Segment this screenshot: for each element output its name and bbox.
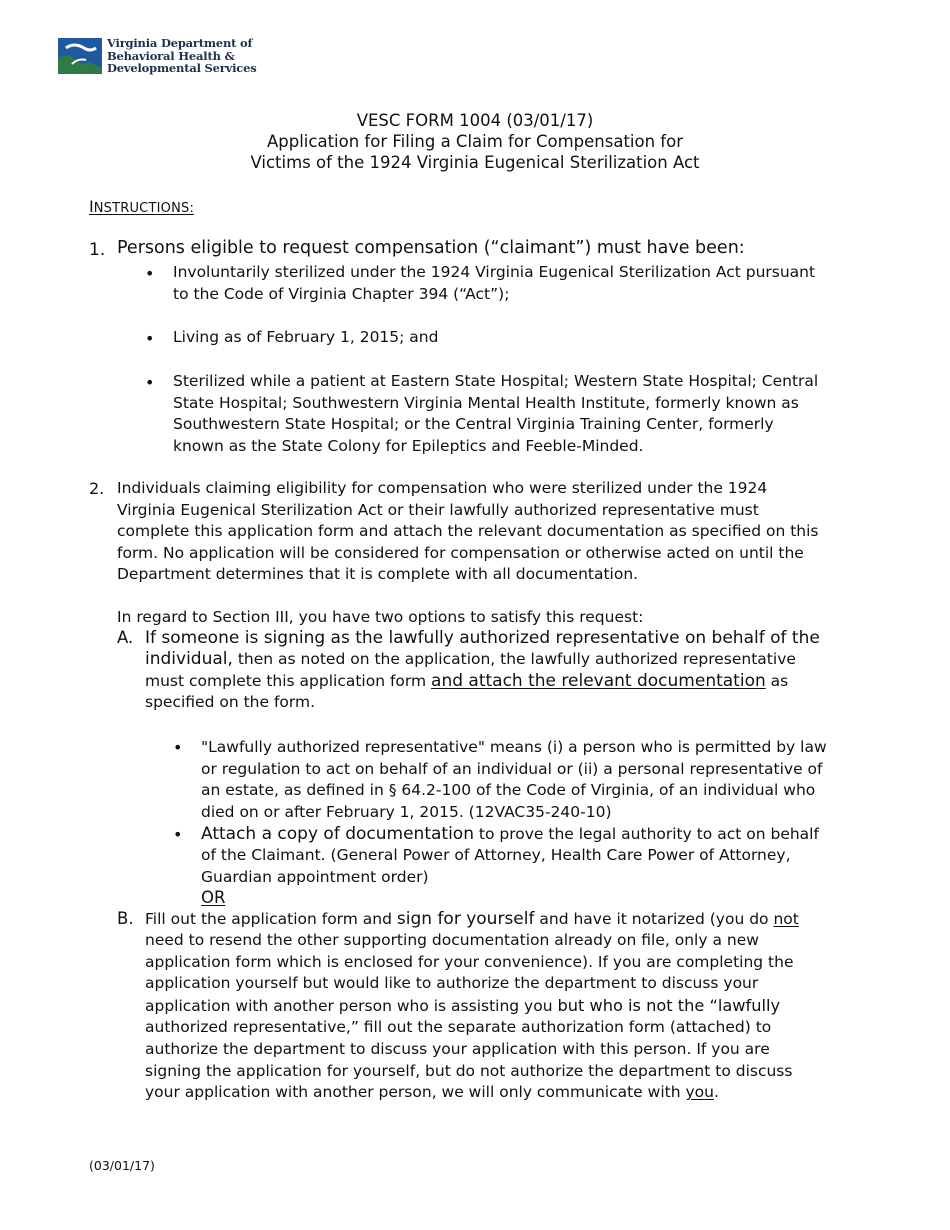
item-1-bullet-1	[173, 262, 815, 305]
you-underlined: you	[685, 1083, 714, 1102]
option-b-fill-out: Fill out the application form and	[145, 910, 397, 928]
option-b-line5-a: application with another person who is assisting you	[145, 996, 558, 1015]
option-b-notarized: and have it notarized (you do	[534, 910, 774, 928]
title-line-1: Application for Filing a Claim for Compensation for	[266, 132, 683, 151]
bullet-line: an estate, as defined in § 64.2-100 of the Code of Virginia, of an individual who	[201, 781, 816, 800]
virginia-map-icon	[58, 38, 102, 74]
or-label: OR	[201, 888, 226, 907]
bullet-line: or regulation to act on behalf of an individual or (ii) a personal representative of	[201, 759, 823, 778]
attach-documentation-underlined: and attach the relevant documentation	[431, 670, 766, 691]
option-b-line	[145, 1082, 799, 1104]
footer-date: (03/01/17)	[89, 1158, 155, 1173]
bullet-icon: •	[145, 264, 155, 283]
section-intro: In regard to Section III, you have two options to satisfy this request:	[117, 608, 644, 626]
logo-line-3: Developmental Services	[107, 61, 257, 76]
bullet-icon: •	[173, 825, 183, 844]
item-1-bullet-3	[173, 371, 818, 457]
option-b-text	[145, 908, 799, 1104]
item-1-lead: Persons eligible to request compensation (“claimant”) must have been:	[117, 238, 745, 258]
item-2-body	[117, 478, 819, 586]
logo-line-2: Behavioral Health &	[107, 48, 235, 63]
instructions-initial: I	[89, 197, 94, 216]
body-line: Virginia Eugenical Sterilization Act or their lawfully authorized representative must	[117, 500, 759, 519]
option-a-line3-start: must complete this application form	[145, 671, 432, 690]
document-title	[0, 110, 950, 173]
bullet-line: Sterilized while a patient at Eastern State Hospital; Western State Hospital; Central	[173, 372, 819, 390]
bullet-line: known as the State Colony for Epileptics and Feeble-Minded.	[173, 436, 644, 455]
option-a-line: If someone is signing as the lawfully authorized representative on behalf of the	[145, 628, 820, 648]
option-b-line	[145, 908, 799, 930]
option-a-line: specified on the form.	[145, 693, 316, 712]
bullet-line: of the Claimant. (General Power of Attorney, Health Care Power of Attorney,	[201, 846, 791, 864]
bullet-icon: •	[145, 329, 155, 348]
dbhds-logo	[58, 36, 288, 78]
option-a-letter: A.	[117, 628, 134, 647]
option-b-line: signing the application for yourself, but do not authorize the department to discuss	[145, 1061, 793, 1080]
bullet-line: Southwestern State Hospital; or the Central Virginia Training Center, formerly	[173, 415, 774, 434]
instructions-rest: NSTRUCTIONS:	[93, 201, 195, 216]
not-lawfully-authorized: but who is not the “lawfully	[557, 995, 781, 1015]
attach-copy-text: Attach a copy of documentation	[201, 824, 474, 844]
bullet-line: Living as of February 1, 2015; and	[173, 328, 439, 346]
option-a-line	[145, 649, 820, 671]
option-b-line: application form which is enclosed for your convenience). If you are completing the	[145, 952, 794, 971]
sign-for-yourself: sign for yourself	[396, 909, 535, 929]
item-2-number: 2.	[89, 479, 105, 498]
option-b-line: authorized representative,” fill out the separate authorization form (attached) to	[145, 1018, 772, 1037]
instructions-heading	[89, 197, 194, 216]
option-b-line	[145, 995, 799, 1018]
bullet-line: died on or after February 1, 2015. (12VAC35-240-10)	[201, 802, 612, 821]
option-a-text	[145, 627, 820, 714]
bullet-line: to the Code of Virginia Chapter 394 (“Act”);	[173, 284, 510, 303]
option-a-individual: individual,	[145, 649, 233, 669]
body-line: form. No application will be considered for compensation or otherwise acted on until the	[117, 543, 804, 562]
logo-line-1: Virginia Department of	[107, 36, 253, 50]
bullet-icon: •	[145, 373, 155, 392]
body-line: complete this application form and attach the relevant documentation as specified on this	[117, 522, 819, 541]
bullet-line	[201, 823, 819, 845]
form-id: VESC FORM 1004 (03/01/17)	[356, 111, 594, 130]
option-a-line	[145, 671, 820, 693]
not-underlined: not	[773, 910, 799, 928]
option-b-last-a: your application with another person, we will only communicate with	[145, 1083, 686, 1102]
option-b-last-end: .	[713, 1083, 719, 1102]
option-a-bullet-1	[201, 737, 827, 823]
title-line-2: Victims of the 1924 Virginia Eugenical Sterilization Act	[250, 153, 700, 172]
option-b-line: application yourself but would like to authorize the department to discuss your	[145, 974, 759, 993]
option-a-line2-rest: then as noted on the application, the lawfully authorized representative	[232, 650, 796, 668]
option-b-line: authorize the department to discuss your application with this person. If you are	[145, 1039, 770, 1058]
option-a-bullet-2	[201, 823, 819, 888]
item-1-bullet-2	[173, 327, 438, 349]
bullet-line: State Hospital; Southwestern Virginia Mental Health Institute, formerly known as	[173, 393, 799, 412]
option-a-line3-end: as	[765, 671, 789, 690]
bullet-icon: •	[173, 738, 183, 757]
body-line: Department determines that it is complete with all documentation.	[117, 565, 639, 584]
option-b-letter: B.	[117, 909, 134, 928]
bullet-line: Guardian appointment order)	[201, 867, 429, 886]
bullet-line: Involuntarily sterilized under the 1924 Virginia Eugenical Sterilization Act pursuant	[173, 263, 816, 281]
attach-copy-rest: to prove the legal authority to act on behalf	[473, 825, 819, 843]
item-1-number: 1.	[89, 240, 106, 260]
bullet-line: "Lawfully authorized representative" means (i) a person who is permitted by law	[201, 738, 827, 756]
option-b-line: need to resend the other supporting documentation already on file, only a new	[145, 931, 759, 949]
body-line: Individuals claiming eligibility for compensation who were sterilized under the 1924	[117, 479, 768, 497]
